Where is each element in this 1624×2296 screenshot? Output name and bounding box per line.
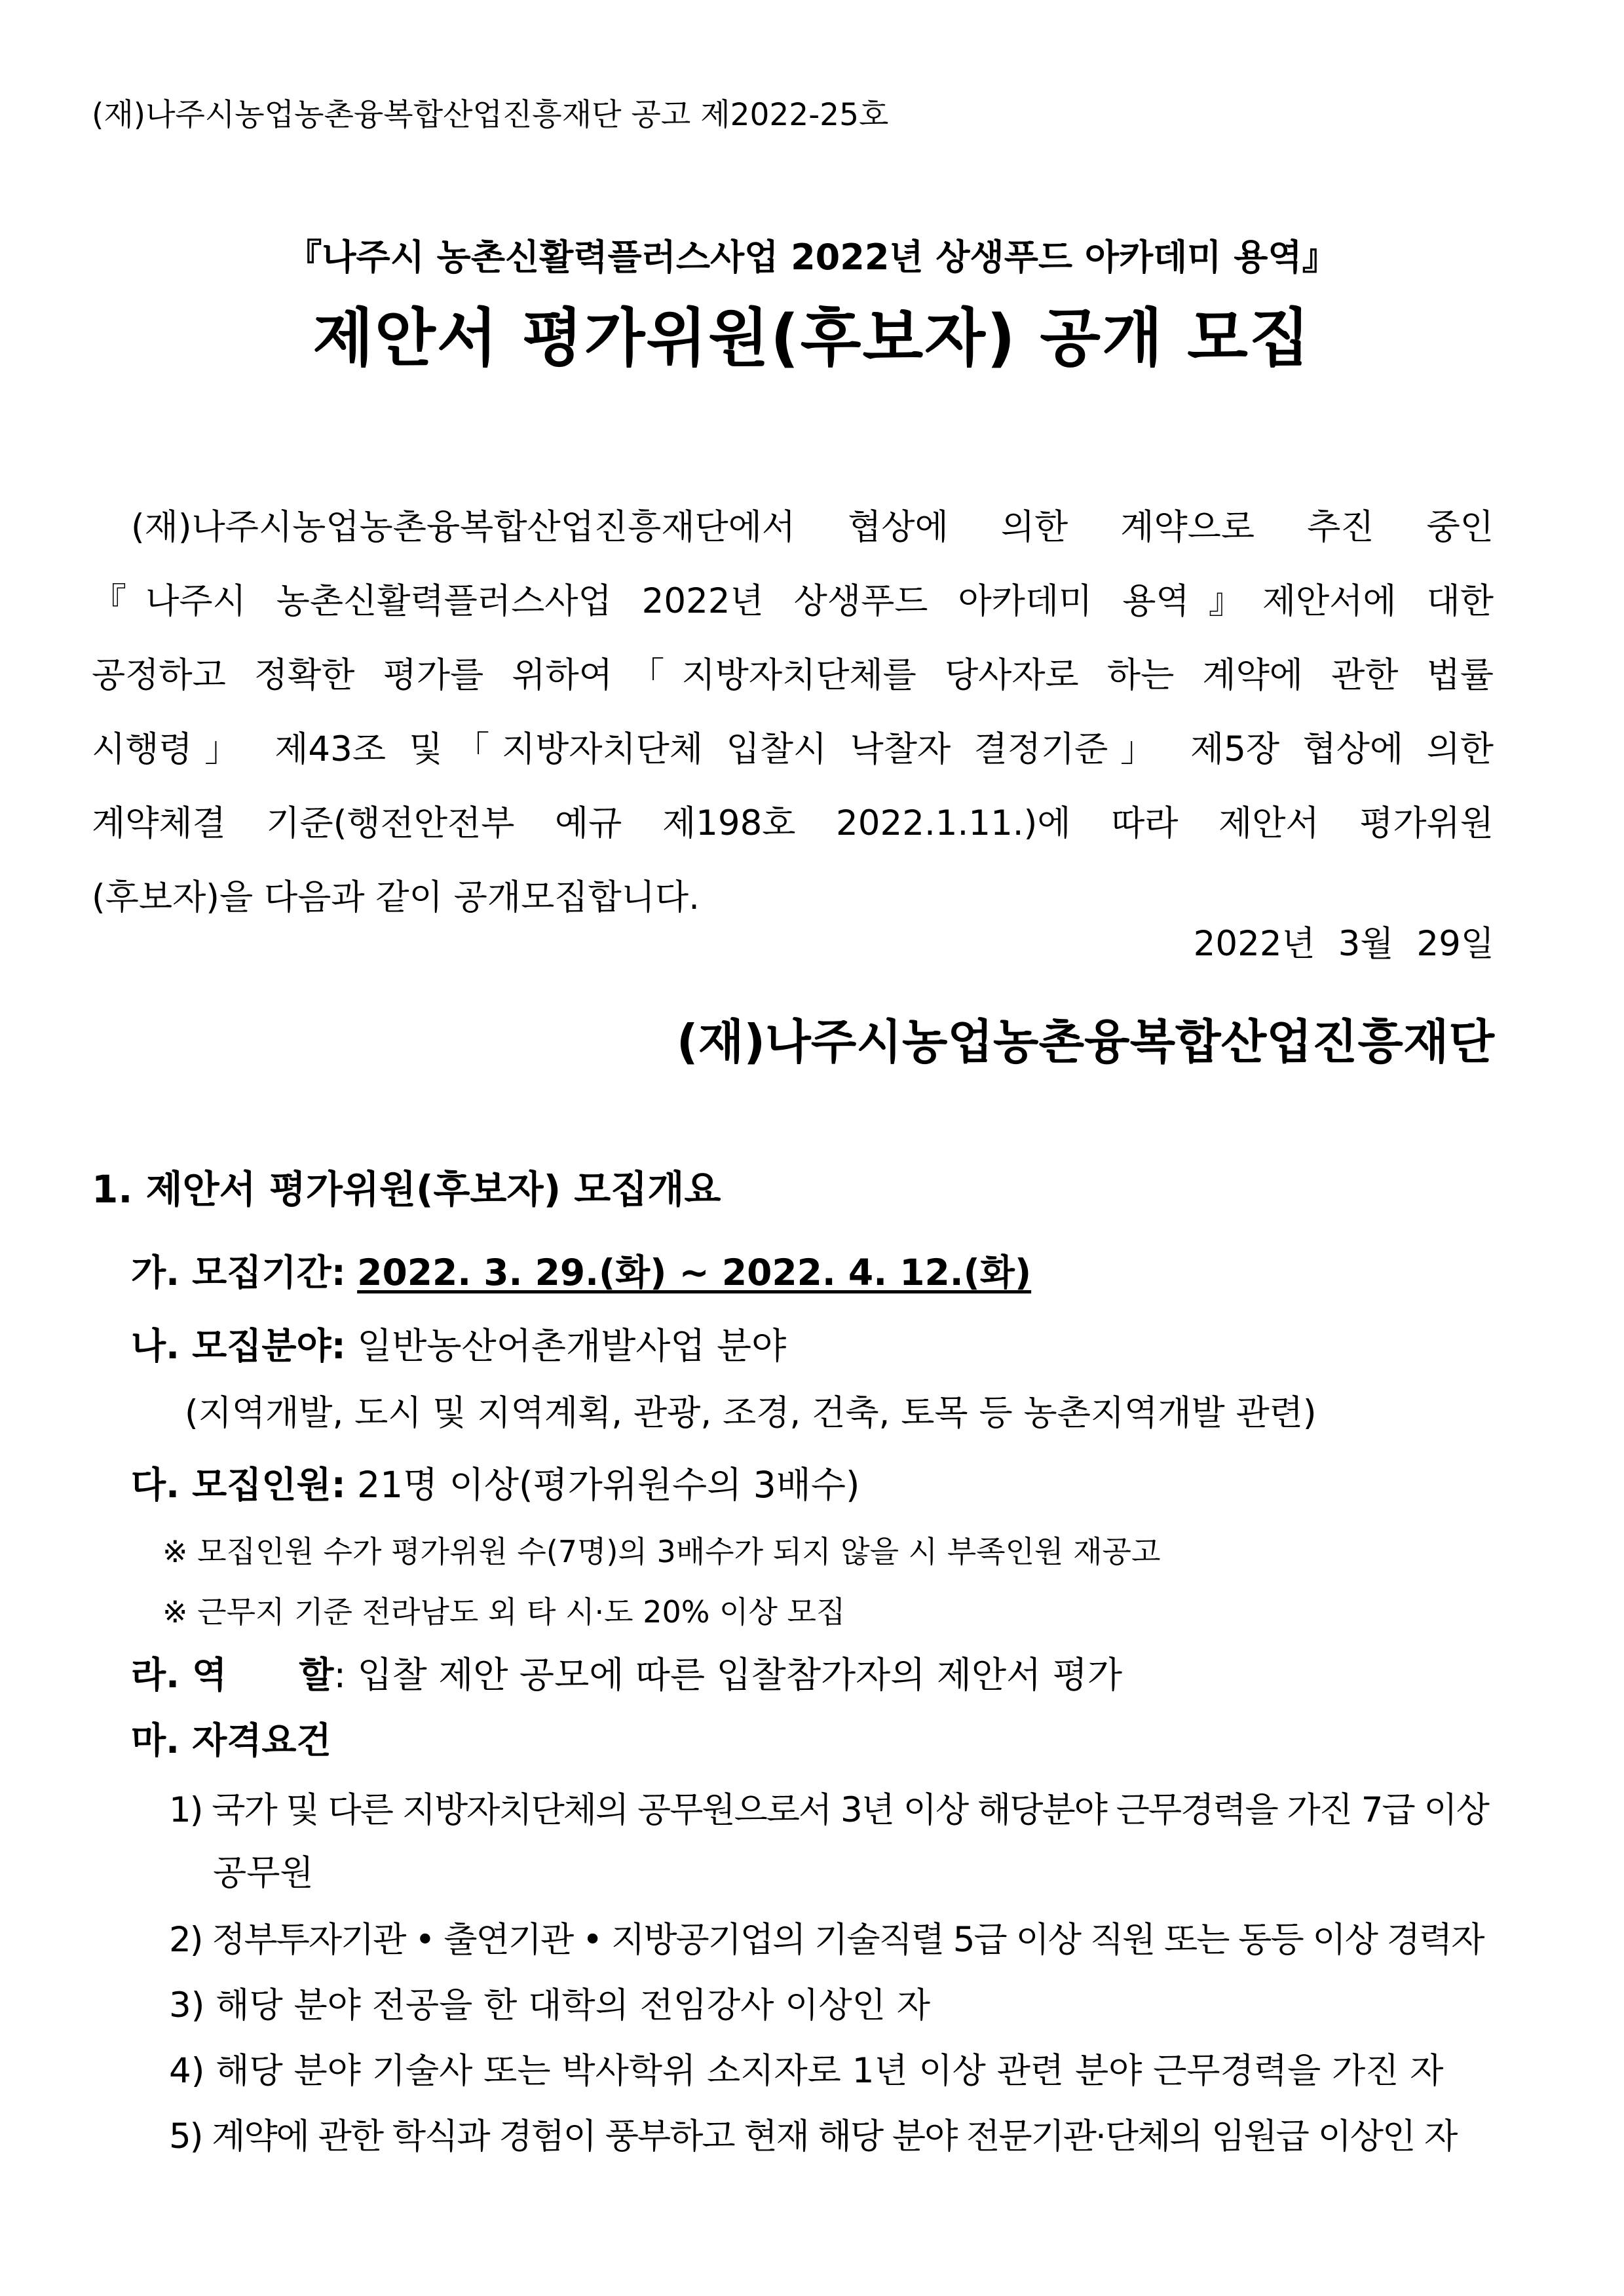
intro-line: 『나주시 농촌신활력플러스사업 2022년 상생푸드 아카데미 용역』제안서에 대한 [92, 581, 1494, 621]
intro-line: 시행령」 제43조 및「지방자치단체 입찰시 낙찰자 결정기준」 제5장 협상에 의한 [92, 729, 1494, 769]
intro-line: 공정하고 정확한 평가를 위하여「지방자치단체를 당사자로 하는 계약에 관한 법률 [92, 655, 1494, 695]
organization-name: (재)나주시농업농촌융복합산업진흥재단 [676, 1014, 1494, 1069]
qualification-heading: 마. 자격요건 [131, 1719, 331, 1761]
intro-line: (후보자)을 다음과 같이 공개모집합니다. [92, 877, 700, 917]
role-label: 라. 역 할 [131, 1654, 334, 1696]
qualification-item: 3) 해당 분야 전공을 한 대학의 전임강사 이상인 자 [169, 1985, 930, 2025]
intro-line: 계약체결 기준(행전안전부 예규 제198호 2022.1.11.)에 따라 제안서 평가위원 [92, 803, 1494, 843]
intro-paragraph [92, 490, 1494, 934]
recruit-note: ※ 근무지 기준 전라남도 외 타 시·도 20% 이상 모집 [162, 1594, 846, 1630]
document-subtitle: 『나주시 농촌신활력플러스사업 2022년 상생푸드 아카데미 용역』 [286, 237, 1338, 278]
document-title: 제안서 평가위원(후보자) 공개 모집 [312, 301, 1312, 375]
field-value: 일반농산어촌개발사업 분야 [357, 1325, 787, 1367]
intro-line: (재)나주시농업농촌융복합산업진흥재단에서 협상에 의한 계약으로 추진 중인 [131, 507, 1494, 547]
field-row [131, 1317, 786, 1369]
qualification-item: 공무원 [213, 1853, 314, 1893]
qualification-item: 1) 국가 및 다른 지방자치단체의 공무원으로서 3년 이상 해당분야 근무경력을 가진 7급 이상 [169, 1790, 1488, 1830]
field-detail: (지역개발, 도시 및 지역계획, 관광, 조경, 건축, 토목 등 농촌지역개발 관련) [185, 1393, 1317, 1433]
field-label: 나. 모집분야: [131, 1325, 346, 1367]
count-label: 다. 모집인원: [131, 1464, 346, 1506]
section-heading: 1. 제안서 평가위원(후보자) 모집개요 [92, 1167, 721, 1212]
recruit-note: ※ 모집인원 수가 평가위원 수(7명)의 3배수가 되지 않을 시 부족인원 재공고 [162, 1534, 1161, 1569]
role-row [131, 1646, 1122, 1698]
count-row [131, 1456, 859, 1508]
role-value: : 입찰 제안 공모에 따른 입찰참가자의 제안서 평가 [333, 1654, 1122, 1696]
qualification-item: 5) 계약에 관한 학식과 경험이 풍부하고 현재 해당 분야 전문기관·단체의 임원급 이상인 자 [169, 2116, 1457, 2156]
qualification-item: 2) 정부투자기관 • 출연기관 • 지방공기업의 기술직렬 5급 이상 직원 또는 동등 이상 경력자 [169, 1920, 1484, 1960]
period-label: 가. 모집기간: [131, 1252, 346, 1293]
period-value: 2022. 3. 29.(화) ~ 2022. 4. 12.(화) [357, 1252, 1032, 1293]
qualification-item: 4) 해당 분야 기술사 또는 박사학위 소지자로 1년 이상 관련 분야 근무경력을 가진 자 [169, 2051, 1444, 2091]
notice-number: (재)나주시농업농촌융복합산업진흥재단 공고 제2022-25호 [92, 97, 889, 133]
notice-date: 2022년 3월 29일 [1193, 924, 1494, 964]
period-row [131, 1244, 1031, 1295]
count-value: 21명 이상(평가위원수의 3배수) [357, 1464, 860, 1506]
